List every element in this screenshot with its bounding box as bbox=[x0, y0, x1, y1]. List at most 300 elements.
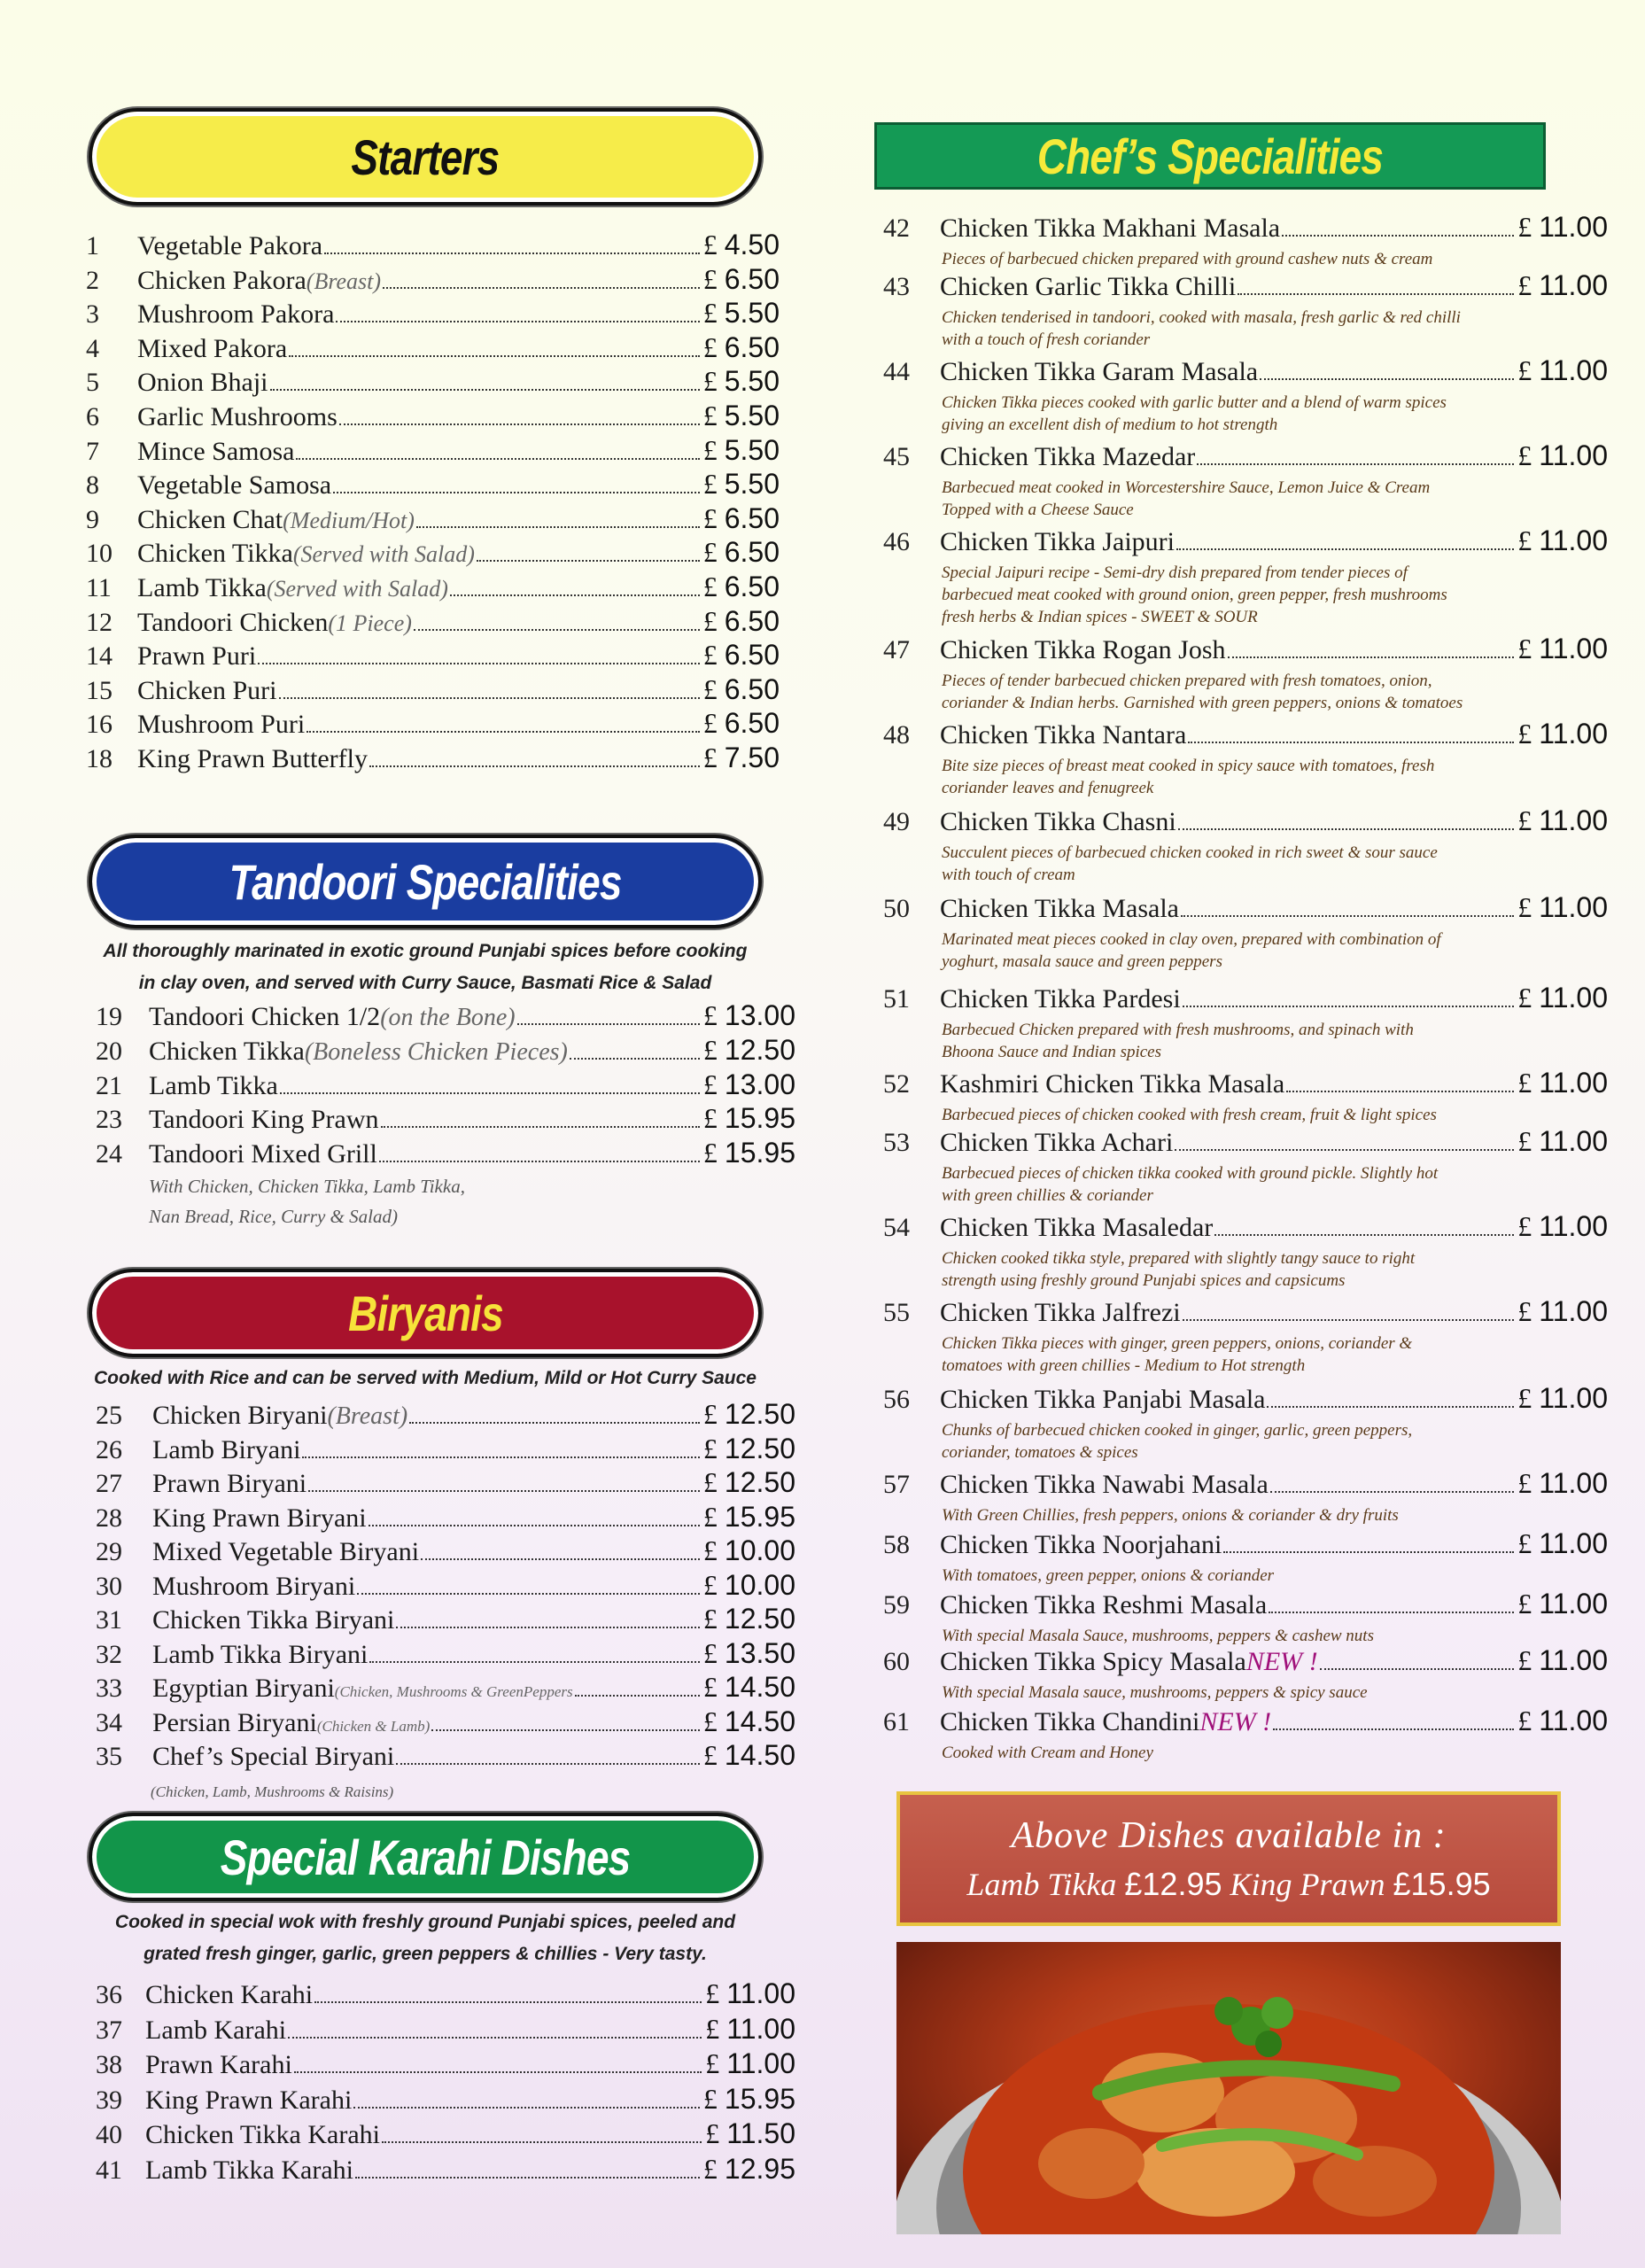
karahi-title: Special Karahi Dishes bbox=[220, 1829, 631, 1885]
mixed-grill-note-line2: Nan Bread, Rice, Curry & Salad) bbox=[149, 1206, 398, 1227]
item-name: Prawn Karahi bbox=[145, 2050, 292, 2079]
dot-leader bbox=[306, 730, 700, 733]
item-note: (Served with Salad) bbox=[266, 576, 448, 602]
item-price: £ 15.95 bbox=[702, 2082, 795, 2115]
item-description: with a touch of fresh coriander bbox=[942, 330, 1151, 349]
lamb-tikka-label: Lamb Tikka bbox=[966, 1867, 1117, 1902]
dot-leader bbox=[414, 628, 700, 631]
item-description: with touch of cream bbox=[942, 866, 1075, 884]
menu-item-row bbox=[86, 707, 780, 740]
item-price: £ 10.00 bbox=[702, 1568, 795, 1601]
item-description: Chunks of barbecued chicken cooked in ginger, garlic, green peppers, bbox=[942, 1421, 1413, 1440]
menu-item-row bbox=[86, 605, 780, 638]
item-name: Mushroom Pakora bbox=[137, 299, 335, 330]
mixed-grill-note-line1: With Chicken, Chicken Tikka, Lamb Tikka, bbox=[149, 1176, 465, 1197]
item-price: £ 11.00 bbox=[1517, 269, 1608, 301]
dot-leader bbox=[1228, 656, 1515, 658]
dot-leader bbox=[1178, 827, 1515, 830]
menu-item-row bbox=[96, 1034, 795, 1067]
dot-leader bbox=[1269, 1611, 1514, 1613]
menu-item-row bbox=[883, 269, 1608, 302]
dot-leader bbox=[381, 1125, 700, 1128]
currency-symbol: £ bbox=[705, 2117, 727, 2149]
currency-symbol: £ bbox=[1517, 354, 1540, 386]
item-name: Prawn Puri bbox=[137, 641, 257, 672]
item-number: 46 bbox=[883, 527, 910, 556]
item-description: Chicken Tikka pieces with ginger, green peppers, onions, coriander & bbox=[942, 1334, 1413, 1353]
currency-symbol: £ bbox=[1517, 439, 1540, 471]
item-price: £ 14.50 bbox=[702, 1671, 795, 1703]
item-price: £ 11.00 bbox=[705, 1977, 795, 2009]
tandoori-description bbox=[89, 936, 762, 999]
item-number: 23 bbox=[96, 1105, 122, 1135]
menu-item-row bbox=[883, 891, 1608, 924]
item-description: barbecued meat cooked with ground onion, green pepper, fresh mushrooms bbox=[942, 586, 1447, 604]
currency-symbol: £ bbox=[702, 1466, 725, 1498]
dot-leader bbox=[396, 1762, 700, 1765]
currency-symbol: £ bbox=[1517, 804, 1540, 836]
item-name: Prawn Biryani bbox=[152, 1469, 307, 1498]
menu-item-row bbox=[96, 2013, 795, 2046]
item-description: Chicken cooked tikka style, prepared with slightly tangy sauce to right bbox=[942, 1249, 1416, 1268]
item-price: £ 15.95 bbox=[702, 1137, 795, 1169]
item-price: £ 12.50 bbox=[702, 1603, 795, 1635]
item-price: £ 6.50 bbox=[702, 707, 780, 740]
currency-symbol: £ bbox=[702, 297, 725, 330]
item-name: Chicken Tikka Pardesi bbox=[940, 984, 1181, 1014]
dot-leader bbox=[1214, 1233, 1514, 1236]
currency-symbol: £ bbox=[1517, 1644, 1540, 1676]
item-name: King Prawn Butterfly bbox=[137, 744, 368, 773]
dot-leader bbox=[382, 2140, 702, 2143]
item-number: 27 bbox=[96, 1469, 122, 1498]
item-number: 57 bbox=[883, 1470, 910, 1499]
dot-leader bbox=[357, 1592, 700, 1595]
item-name: Chicken Karahi bbox=[145, 1980, 314, 2009]
item-number: 25 bbox=[96, 1401, 122, 1430]
item-price: £ 11.00 bbox=[1517, 718, 1608, 750]
item-number: 32 bbox=[96, 1639, 122, 1669]
menu-item-row bbox=[96, 1534, 795, 1567]
item-price: £ 12.50 bbox=[702, 1466, 795, 1498]
item-price: £ 11.00 bbox=[1517, 524, 1608, 556]
item-price: £ 6.50 bbox=[702, 330, 780, 363]
currency-symbol: £ bbox=[702, 433, 725, 466]
item-name: Onion Bhaji bbox=[137, 368, 268, 398]
dot-leader bbox=[1183, 1318, 1515, 1321]
item-number: 59 bbox=[883, 1590, 910, 1619]
item-price: £ 11.00 bbox=[1517, 1210, 1608, 1242]
currency-symbol: £ bbox=[702, 1102, 725, 1135]
item-number: 47 bbox=[883, 635, 910, 664]
item-number: 21 bbox=[96, 1070, 122, 1100]
item-name: Chicken Tikka Chandini bbox=[940, 1707, 1200, 1736]
dot-leader bbox=[431, 1728, 700, 1731]
mixed-grill-note bbox=[149, 1171, 465, 1231]
currency-symbol: £ bbox=[1517, 1295, 1540, 1327]
menu-item-row bbox=[883, 1588, 1608, 1620]
item-price: £ 15.95 bbox=[702, 1102, 795, 1135]
item-price: £ 6.50 bbox=[702, 571, 780, 602]
dot-leader bbox=[1270, 1490, 1515, 1493]
item-note: (1 Piece) bbox=[328, 610, 412, 636]
item-name: Chicken Tikka Panjabi Masala bbox=[940, 1385, 1266, 1414]
item-name: Garlic Mushrooms bbox=[137, 402, 338, 431]
item-price: £ 13.00 bbox=[702, 999, 795, 1031]
item-price: £ 11.00 bbox=[1517, 1467, 1608, 1499]
item-number: 54 bbox=[883, 1213, 910, 1242]
item-name: Chicken Tikka Nawabi Masala bbox=[940, 1470, 1269, 1499]
item-number: 41 bbox=[96, 2155, 122, 2185]
item-number: 33 bbox=[96, 1674, 122, 1703]
item-name: Chicken Tikka bbox=[137, 539, 293, 569]
currency-symbol: £ bbox=[702, 262, 725, 295]
item-number: 45 bbox=[883, 442, 910, 471]
item-number: 56 bbox=[883, 1385, 910, 1414]
item-number: 61 bbox=[883, 1707, 910, 1736]
dot-leader bbox=[280, 1091, 700, 1094]
menu-item-row bbox=[86, 297, 780, 330]
menu-item-row bbox=[86, 673, 780, 706]
item-description: Special Jaipuri recipe - Semi-dry dish prepared from tender pieces of bbox=[942, 563, 1408, 582]
item-number: 20 bbox=[96, 1036, 122, 1066]
menu-item-row bbox=[96, 1068, 795, 1101]
dot-leader bbox=[279, 696, 700, 699]
item-number: 4 bbox=[86, 333, 99, 363]
dot-leader bbox=[396, 1626, 700, 1628]
dot-leader bbox=[1197, 462, 1514, 465]
item-number: 42 bbox=[883, 214, 910, 243]
item-number: 49 bbox=[883, 807, 910, 836]
item-name: Chicken Puri bbox=[137, 675, 277, 705]
item-name: Tandoori King Prawn bbox=[149, 1105, 379, 1135]
menu-item-row bbox=[86, 502, 780, 535]
item-name: Chicken Tikka bbox=[149, 1036, 305, 1066]
tandoori-desc-line1: All thoroughly marinated in exotic ground Punjabi spices before cooking bbox=[103, 941, 748, 961]
new-badge: NEW ! bbox=[1199, 1707, 1272, 1736]
currency-symbol: £ bbox=[1517, 269, 1540, 301]
item-price: £ 11.00 bbox=[1517, 211, 1608, 243]
item-name: Lamb Karahi bbox=[145, 2015, 287, 2045]
item-name: Chicken Tikka Nantara bbox=[940, 720, 1187, 750]
item-price: £ 4.50 bbox=[702, 229, 780, 260]
item-name: Chicken Tikka Mazedar bbox=[940, 442, 1196, 471]
item-number: 7 bbox=[86, 436, 99, 466]
menu-item-row bbox=[96, 1705, 795, 1738]
item-description: fresh herbs & Indian spices - SWEET & SOUR bbox=[942, 608, 1258, 626]
item-name: Mushroom Puri bbox=[137, 710, 306, 740]
item-price: £ 11.00 bbox=[1517, 1588, 1608, 1619]
menu-item-row bbox=[883, 1210, 1608, 1243]
dot-leader bbox=[308, 1489, 700, 1492]
item-price: £ 14.50 bbox=[702, 1739, 795, 1771]
item-name: Chicken Tikka Biryani bbox=[152, 1605, 395, 1635]
currency-symbol: £ bbox=[702, 604, 725, 637]
dot-leader bbox=[369, 765, 700, 767]
menu-item-row bbox=[86, 229, 780, 261]
item-number: 11 bbox=[86, 573, 112, 602]
item-number: 44 bbox=[883, 357, 910, 386]
menu-item-row bbox=[883, 718, 1608, 750]
item-name: Kashmiri Chicken Tikka Masala bbox=[940, 1069, 1285, 1099]
item-description: Marinated meat pieces cooked in clay oven, prepared with combination of bbox=[942, 930, 1441, 949]
dot-leader bbox=[324, 252, 700, 254]
currency-symbol: £ bbox=[1517, 1588, 1540, 1619]
item-price: £ 11.00 bbox=[1517, 804, 1608, 836]
item-number: 3 bbox=[86, 299, 99, 330]
dot-leader bbox=[294, 2070, 702, 2073]
item-note: (Chicken, Mushrooms & GreenPeppers bbox=[334, 1683, 573, 1700]
item-price: £ 15.95 bbox=[702, 1500, 795, 1533]
dot-leader bbox=[353, 2106, 700, 2109]
currency-symbol: £ bbox=[702, 2082, 725, 2115]
item-name: Chicken Tikka Masala bbox=[940, 894, 1179, 923]
dot-leader bbox=[1282, 234, 1514, 237]
menu-item-row bbox=[883, 1382, 1608, 1415]
dot-leader bbox=[355, 2176, 700, 2179]
dot-leader bbox=[1176, 548, 1514, 550]
menu-item-row bbox=[96, 1637, 795, 1670]
currency-symbol: £ bbox=[705, 2047, 727, 2079]
item-description: Barbecued meat cooked in Worcestershire Sauce, Lemon Juice & Cream bbox=[942, 478, 1431, 497]
currency-symbol: £ bbox=[705, 1977, 727, 2009]
item-description: With tomatoes, green pepper, onions & coriander bbox=[942, 1566, 1275, 1585]
item-name: Chicken Tikka Reshmi Masala bbox=[940, 1590, 1268, 1619]
item-number: 6 bbox=[86, 402, 99, 431]
menu-item-row bbox=[96, 1433, 795, 1465]
dot-leader bbox=[333, 491, 700, 493]
item-number: 43 bbox=[883, 272, 910, 301]
item-price: £ 11.00 bbox=[1517, 982, 1608, 1014]
currency-symbol: £ bbox=[1517, 1067, 1540, 1099]
item-price: £ 6.50 bbox=[702, 501, 780, 534]
currency-symbol: £ bbox=[1517, 982, 1540, 1014]
menu-item-row bbox=[96, 1671, 795, 1704]
dot-leader bbox=[369, 1524, 700, 1526]
currency-symbol: £ bbox=[702, 1705, 725, 1737]
currency-symbol: £ bbox=[702, 1603, 725, 1635]
menu-item-row bbox=[86, 365, 780, 398]
dot-leader bbox=[314, 2000, 702, 2003]
item-number: 14 bbox=[86, 641, 113, 672]
item-note: (on the Bone) bbox=[380, 1004, 516, 1031]
dot-leader bbox=[288, 2036, 702, 2039]
dot-leader bbox=[379, 1160, 700, 1162]
chef-banner bbox=[874, 122, 1546, 190]
currency-symbol: £ bbox=[1517, 1382, 1540, 1414]
item-description: Pieces of tender barbecued chicken prepared with fresh tomatoes, onion, bbox=[942, 672, 1432, 690]
currency-symbol: £ bbox=[1517, 718, 1540, 750]
menu-item-row bbox=[883, 1527, 1608, 1560]
currency-symbol: £ bbox=[1517, 1125, 1540, 1157]
currency-symbol: £ bbox=[702, 1033, 725, 1066]
currency-symbol: £ bbox=[1517, 1705, 1540, 1736]
item-name: Persian Biryani bbox=[152, 1707, 317, 1737]
menu-item-row bbox=[883, 439, 1608, 472]
currency-symbol: £ bbox=[702, 1636, 725, 1669]
item-note: (Boneless Chicken Pieces) bbox=[304, 1037, 568, 1066]
tandoori-desc-line2: in clay oven, and served with Curry Sauce, Basmati Rice & Salad bbox=[138, 973, 712, 993]
item-number: 37 bbox=[96, 2015, 122, 2045]
item-name: Egyptian Biryani bbox=[152, 1674, 335, 1703]
item-price: £ 12.50 bbox=[702, 1398, 795, 1430]
item-price: £ 11.00 bbox=[1517, 1067, 1608, 1099]
dot-leader bbox=[1223, 1550, 1514, 1553]
item-name: Mixed Pakora bbox=[137, 333, 288, 363]
item-price: £ 7.50 bbox=[702, 742, 780, 773]
item-name: Chicken Biryani bbox=[152, 1401, 328, 1430]
item-number: 9 bbox=[86, 504, 99, 534]
currency-symbol: £ bbox=[1517, 211, 1540, 243]
item-price: £ 11.00 bbox=[705, 2047, 795, 2079]
item-description: Succulent pieces of barbecued chicken cooked in rich sweet & sour sauce bbox=[942, 843, 1438, 862]
item-number: 16 bbox=[86, 710, 113, 740]
currency-symbol: £ bbox=[1517, 524, 1540, 556]
biryanis-title: Biryanis bbox=[347, 1285, 503, 1341]
item-name: Mince Samosa bbox=[137, 436, 295, 466]
item-name: Chicken Tikka Makhani Masala bbox=[940, 214, 1281, 243]
currency-symbol: £ bbox=[702, 1671, 725, 1703]
item-description: strength using freshly ground Punjabi spices and capsicums bbox=[942, 1271, 1346, 1290]
item-price: £ 11.00 bbox=[705, 2012, 795, 2045]
item-price: £ 13.00 bbox=[702, 1068, 795, 1100]
currency-symbol: £ bbox=[702, 1568, 725, 1601]
item-description: Topped with a Cheese Sauce bbox=[942, 501, 1134, 519]
item-name: Chicken Tikka Noorjahani bbox=[940, 1530, 1222, 1559]
menu-item-row bbox=[96, 1102, 795, 1135]
dot-leader bbox=[477, 559, 700, 562]
item-price: £ 11.00 bbox=[1517, 891, 1608, 923]
king-prawn-label: King Prawn bbox=[1230, 1867, 1385, 1902]
menu-item-row bbox=[883, 982, 1608, 1014]
item-description: Pieces of barbecued chicken prepared with ground cashew nuts & cream bbox=[942, 250, 1433, 268]
dot-leader bbox=[339, 423, 700, 425]
item-price: £ 5.50 bbox=[702, 365, 780, 398]
item-number: 28 bbox=[96, 1503, 122, 1533]
item-description: Bite size pieces of breast meat cooked in spicy sauce with tomatoes, fresh bbox=[942, 757, 1435, 775]
currency-symbol: £ bbox=[1517, 1527, 1540, 1559]
dot-leader bbox=[570, 1057, 700, 1060]
dot-leader bbox=[1175, 1148, 1514, 1151]
item-number: 15 bbox=[86, 675, 113, 705]
item-name: Lamb Tikka Karahi bbox=[145, 2155, 353, 2185]
currency-symbol: £ bbox=[702, 330, 725, 363]
item-name: Chicken Tikka Chasni bbox=[940, 807, 1176, 836]
item-number: 50 bbox=[883, 894, 910, 923]
item-number: 24 bbox=[96, 1139, 122, 1169]
item-number: 26 bbox=[96, 1434, 122, 1464]
menu-item-row bbox=[96, 1137, 795, 1169]
item-name: Mushroom Biryani bbox=[152, 1571, 356, 1601]
dot-leader bbox=[1286, 1090, 1514, 1092]
item-name: King Prawn Karahi bbox=[145, 2085, 353, 2115]
menu-item-row bbox=[883, 1644, 1608, 1677]
item-name: Chicken Tikka Rogan Josh bbox=[940, 635, 1226, 664]
currency-symbol: £ bbox=[702, 1137, 725, 1169]
item-number: 18 bbox=[86, 744, 113, 773]
karahi-banner bbox=[89, 1813, 762, 1901]
item-number: 1 bbox=[86, 231, 99, 260]
item-description: giving an excellent dish of medium to hot strength bbox=[942, 416, 1278, 434]
menu-item-row bbox=[883, 1467, 1608, 1500]
item-price: £ 10.00 bbox=[702, 1534, 795, 1566]
menu-item-row bbox=[96, 1603, 795, 1635]
menu-item-row bbox=[86, 263, 780, 296]
chef-title: Chef’s Specialities bbox=[1036, 128, 1384, 184]
item-name: King Prawn Biryani bbox=[152, 1503, 367, 1533]
item-number: 58 bbox=[883, 1530, 910, 1559]
currency-symbol: £ bbox=[1517, 633, 1540, 664]
currency-symbol: £ bbox=[702, 999, 725, 1031]
item-number: 51 bbox=[883, 984, 910, 1014]
dot-leader bbox=[1183, 1005, 1515, 1007]
menu-item-row bbox=[96, 1501, 795, 1534]
currency-symbol: £ bbox=[705, 2012, 727, 2045]
curry-dish-photo bbox=[896, 1942, 1561, 2234]
item-note: (Medium/Hot) bbox=[283, 507, 415, 533]
menu-item-row bbox=[96, 2117, 795, 2150]
dot-leader bbox=[450, 594, 700, 596]
tandoori-banner bbox=[89, 835, 762, 928]
dot-leader bbox=[421, 1557, 700, 1560]
currency-symbol: £ bbox=[702, 1398, 725, 1430]
currency-symbol: £ bbox=[702, 707, 725, 740]
dot-leader bbox=[302, 1456, 699, 1458]
dot-leader bbox=[1320, 1667, 1515, 1670]
item-name: Lamb Tikka Biryani bbox=[152, 1639, 369, 1669]
item-description: Chicken tenderised in tandoori, cooked with masala, fresh garlic & red chilli bbox=[942, 308, 1461, 327]
menu-item-row bbox=[96, 1739, 795, 1772]
currency-symbol: £ bbox=[702, 672, 725, 705]
item-price: £ 11.00 bbox=[1517, 354, 1608, 386]
dot-leader bbox=[289, 354, 700, 357]
dot-leader bbox=[416, 525, 700, 528]
item-price: £ 13.50 bbox=[702, 1636, 795, 1669]
item-note: (Breast) bbox=[306, 268, 382, 294]
item-price: £ 14.50 bbox=[702, 1705, 795, 1737]
currency-symbol: £ bbox=[702, 1068, 725, 1100]
currency-symbol: £ bbox=[702, 365, 725, 398]
item-description: Barbecued pieces of chicken tikka cooked with ground pickle. Slightly hot bbox=[942, 1164, 1439, 1183]
item-name: Chicken Tikka Achari bbox=[940, 1128, 1174, 1157]
menu-item-row bbox=[96, 2153, 795, 2186]
dot-leader bbox=[575, 1694, 700, 1697]
currency-symbol: £ bbox=[702, 400, 725, 431]
menu-item-row bbox=[86, 434, 780, 467]
item-number: 34 bbox=[96, 1707, 122, 1737]
currency-symbol: £ bbox=[702, 1432, 725, 1464]
item-name: Chef’s Special Biryani bbox=[152, 1742, 395, 1771]
item-description: coriander, tomatoes & spices bbox=[942, 1443, 1138, 1462]
item-name: Chicken Tikka Jalfrezi bbox=[940, 1298, 1181, 1327]
currency-symbol: £ bbox=[702, 1739, 725, 1771]
item-note: (Chicken & Lamb) bbox=[316, 1717, 431, 1735]
menu-item-row bbox=[883, 1067, 1608, 1099]
item-number: 31 bbox=[96, 1605, 122, 1635]
item-number: 52 bbox=[883, 1069, 910, 1099]
menu-item-row bbox=[86, 536, 780, 569]
starters-title: Starters bbox=[351, 128, 500, 185]
item-name: Chicken Pakora bbox=[137, 265, 306, 295]
item-number: 10 bbox=[86, 539, 113, 569]
menu-item-row bbox=[883, 804, 1608, 837]
item-number: 48 bbox=[883, 720, 910, 750]
item-number: 19 bbox=[96, 1002, 122, 1031]
dot-leader bbox=[336, 320, 699, 322]
item-number: 5 bbox=[86, 368, 99, 398]
item-name: Lamb Tikka bbox=[137, 573, 267, 602]
item-price: £ 11.00 bbox=[1517, 1644, 1608, 1676]
